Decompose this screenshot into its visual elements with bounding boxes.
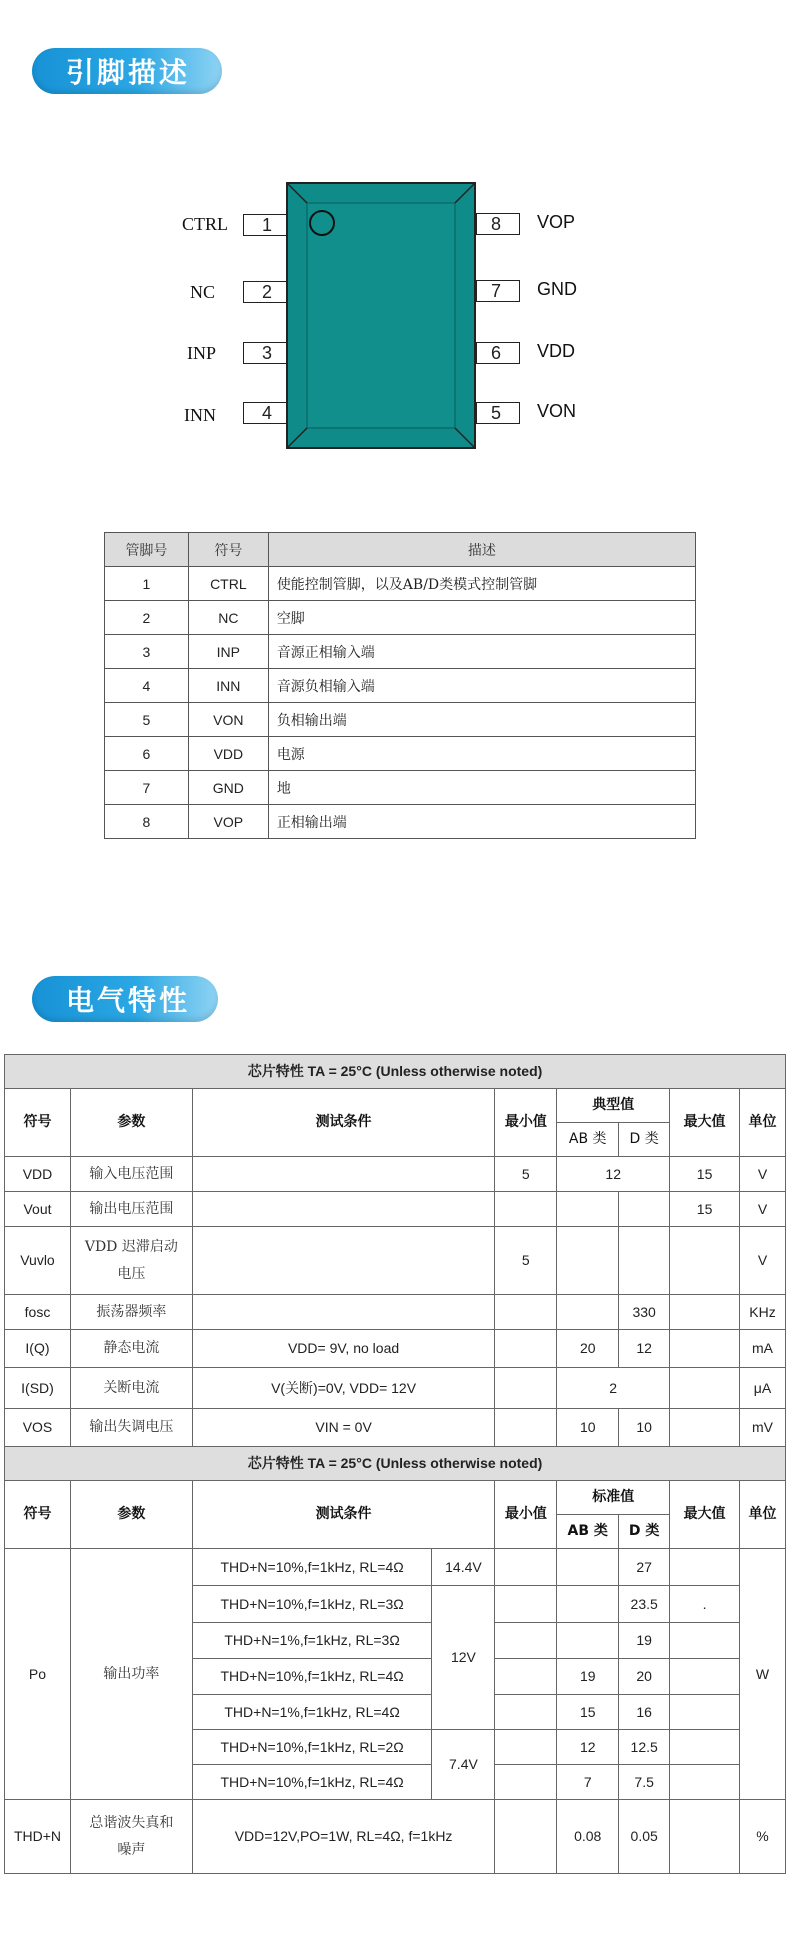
cell-min	[495, 1695, 557, 1730]
cell-unit: μA	[740, 1368, 786, 1409]
cell-min	[495, 1409, 557, 1447]
pin-label-nc: NC	[190, 282, 216, 302]
table-row	[5, 1227, 786, 1295]
cell-unit: W	[740, 1549, 786, 1800]
pin-label-inp: INP	[187, 343, 217, 363]
cell-cond	[192, 1227, 495, 1295]
pin-desc: 音源负相输入端	[268, 669, 695, 703]
pin-label-von: VON	[537, 401, 577, 421]
cell-cond: VIN = 0V	[192, 1409, 495, 1447]
pin-num: 7	[105, 771, 189, 805]
cell-unit: mA	[740, 1330, 786, 1368]
cell-unit: V	[740, 1227, 786, 1295]
cell-cond: VDD= 9V, no load	[192, 1330, 495, 1368]
cell-cond: THD+N=10%,f=1kHz, RL=4Ω	[192, 1659, 432, 1695]
header-condition: 测试条件	[192, 1089, 495, 1157]
pin-label-vop: VOP	[537, 212, 576, 232]
cell-max	[670, 1368, 740, 1409]
pin-number-3: 3	[243, 342, 287, 364]
pin-num: 2	[105, 601, 189, 635]
pin-label-inn: INN	[184, 405, 216, 425]
cell-unit: mV	[740, 1409, 786, 1447]
cell-max	[670, 1295, 740, 1330]
cell-sym: VOS	[5, 1409, 71, 1447]
pin-sym: GND	[188, 771, 268, 805]
section-header-electrical	[32, 976, 218, 1022]
cell-ab	[557, 1227, 619, 1295]
cell-param: 总谐波失真和噪声	[70, 1800, 192, 1874]
header-max: 最大值	[670, 1089, 740, 1157]
cell-voltage: 14.4V	[432, 1549, 495, 1586]
cell-typ: 12	[557, 1157, 670, 1192]
table-title: 芯片特性 TA = 25°C (Unless otherwise noted)	[5, 1055, 786, 1089]
section-title: 引脚描述	[66, 56, 191, 89]
pin-num: 8	[105, 805, 189, 839]
cell-min	[495, 1549, 557, 1586]
cell-max	[670, 1409, 740, 1447]
pin-sym: INP	[188, 635, 268, 669]
cell-typ: 2	[557, 1368, 670, 1409]
table-row	[5, 1295, 786, 1330]
cell-max	[670, 1659, 740, 1695]
cell-d: 330	[619, 1295, 670, 1330]
pin-desc: 电源	[268, 737, 695, 771]
table-title-row	[5, 1055, 786, 1089]
cell-max	[670, 1695, 740, 1730]
cell-min	[495, 1368, 557, 1409]
header-pin-number: 管脚号	[105, 533, 189, 567]
pin-desc: 地	[268, 771, 695, 805]
cell-ab: 12	[557, 1730, 619, 1765]
table-header-row	[5, 1481, 786, 1515]
cell-ab: 19	[557, 1659, 619, 1695]
cell-unit: V	[740, 1192, 786, 1227]
table-header-row	[5, 1089, 786, 1123]
pin-label-ctrl: CTRL	[182, 214, 229, 234]
table-row	[105, 703, 696, 737]
table-row	[105, 601, 696, 635]
cell-param: 振荡器频率	[70, 1295, 192, 1330]
table-row	[105, 635, 696, 669]
header-d-class: D 类	[619, 1515, 670, 1549]
cell-max: .	[670, 1586, 740, 1623]
cell-d: 20	[619, 1659, 670, 1695]
cell-unit: KHz	[740, 1295, 786, 1330]
cell-max	[670, 1730, 740, 1765]
table-row	[5, 1409, 786, 1447]
pin-sym: NC	[188, 601, 268, 635]
table-title-row	[5, 1447, 786, 1481]
cell-min	[495, 1623, 557, 1659]
header-condition: 测试条件	[192, 1481, 495, 1549]
cell-d	[619, 1227, 670, 1295]
header-parameter: 参数	[70, 1481, 192, 1549]
header-unit: 单位	[740, 1089, 786, 1157]
cell-cond: THD+N=10%,f=1kHz, RL=3Ω	[192, 1586, 432, 1623]
cell-max	[670, 1623, 740, 1659]
cell-cond: THD+N=10%,f=1kHz, RL=2Ω	[192, 1730, 432, 1765]
header-ab-class: AB 类	[557, 1123, 619, 1157]
cell-sym: I(Q)	[5, 1330, 71, 1368]
pin-num: 6	[105, 737, 189, 771]
pin-label-gnd: GND	[537, 279, 577, 299]
cell-sym: THD+N	[5, 1800, 71, 1874]
cell-cond	[192, 1295, 495, 1330]
cell-sym: Vout	[5, 1192, 71, 1227]
cell-min	[495, 1659, 557, 1695]
cell-d: 0.05	[619, 1800, 670, 1874]
cell-min	[495, 1295, 557, 1330]
pin-number-8: 8	[476, 213, 520, 235]
cell-d	[619, 1192, 670, 1227]
cell-min: 5	[495, 1157, 557, 1192]
pin-desc: 空脚	[268, 601, 695, 635]
cell-sym: Po	[5, 1549, 71, 1800]
header-unit: 单位	[740, 1481, 786, 1549]
cell-d: 27	[619, 1549, 670, 1586]
cell-max	[670, 1549, 740, 1586]
cell-min	[495, 1192, 557, 1227]
pin-sym: CTRL	[188, 567, 268, 601]
cell-max: 15	[670, 1192, 740, 1227]
cell-min	[495, 1330, 557, 1368]
table-title: 芯片特性 TA = 25°C (Unless otherwise noted)	[5, 1447, 786, 1481]
cell-cond	[192, 1157, 495, 1192]
header-typical: 典型值	[557, 1089, 670, 1123]
pin-description-table	[104, 532, 696, 839]
cell-ab	[557, 1623, 619, 1659]
cell-max	[670, 1765, 740, 1800]
cell-voltage: 12V	[432, 1586, 495, 1730]
pin-number-4: 4	[243, 402, 287, 424]
cell-ab	[557, 1549, 619, 1586]
cell-d: 10	[619, 1409, 670, 1447]
header-d-class: D 类	[619, 1123, 670, 1157]
table-row	[5, 1192, 786, 1227]
pin-desc: 负相输出端	[268, 703, 695, 737]
cell-sym: I(SD)	[5, 1368, 71, 1409]
cell-ab	[557, 1295, 619, 1330]
cell-param: VDD 迟滞启动电压	[70, 1227, 192, 1295]
table-row	[105, 567, 696, 601]
header-parameter: 参数	[70, 1089, 192, 1157]
cell-sym: VDD	[5, 1157, 71, 1192]
pin-sym: VOP	[188, 805, 268, 839]
cell-unit: %	[740, 1800, 786, 1874]
cell-max	[670, 1330, 740, 1368]
cell-d: 12	[619, 1330, 670, 1368]
cell-unit: V	[740, 1157, 786, 1192]
cell-param: 关断电流	[70, 1368, 192, 1409]
chip-diagram	[0, 0, 790, 500]
header-symbol: 符号	[5, 1481, 71, 1549]
cell-ab: 20	[557, 1330, 619, 1368]
pin-desc: 音源正相输入端	[268, 635, 695, 669]
pin-number-1: 1	[243, 214, 287, 236]
cell-d: 16	[619, 1695, 670, 1730]
header-standard: 标准值	[557, 1481, 670, 1515]
cell-param: 输入电压范围	[70, 1157, 192, 1192]
header-ab-class: AB 类	[557, 1515, 619, 1549]
table-row	[105, 737, 696, 771]
cell-voltage: 7.4V	[432, 1730, 495, 1800]
cell-cond: THD+N=10%,f=1kHz, RL=4Ω	[192, 1765, 432, 1800]
pin-label-vdd: VDD	[537, 341, 576, 361]
table-header-row	[105, 533, 696, 567]
header-min: 最小值	[495, 1481, 557, 1549]
cell-ab: 7	[557, 1765, 619, 1800]
chip-package-icon	[0, 0, 790, 500]
cell-min	[495, 1800, 557, 1874]
cell-sym: Vuvlo	[5, 1227, 71, 1295]
pin-number-2: 2	[243, 281, 287, 303]
cell-max	[670, 1800, 740, 1874]
cell-min	[495, 1730, 557, 1765]
section-title: 电气特性	[66, 984, 191, 1017]
table-row	[105, 669, 696, 703]
table-row	[5, 1368, 786, 1409]
cell-max	[670, 1227, 740, 1295]
pin-num: 1	[105, 567, 189, 601]
pin-sym: VDD	[188, 737, 268, 771]
cell-ab	[557, 1192, 619, 1227]
cell-cond: THD+N=10%,f=1kHz, RL=4Ω	[192, 1549, 432, 1586]
cell-param: 输出功率	[70, 1549, 192, 1800]
cell-cond: THD+N=1%,f=1kHz, RL=3Ω	[192, 1623, 432, 1659]
cell-max: 15	[670, 1157, 740, 1192]
cell-cond	[192, 1192, 495, 1227]
pin-sym: VON	[188, 703, 268, 737]
pin-num: 4	[105, 669, 189, 703]
cell-d: 23.5	[619, 1586, 670, 1623]
cell-min	[495, 1586, 557, 1623]
cell-d: 19	[619, 1623, 670, 1659]
cell-ab: 0.08	[557, 1800, 619, 1874]
electrical-characteristics-table	[4, 1054, 786, 1874]
table-row	[5, 1157, 786, 1192]
cell-d: 12.5	[619, 1730, 670, 1765]
cell-d: 7.5	[619, 1765, 670, 1800]
pin-desc: 正相输出端	[268, 805, 695, 839]
cell-param: 静态电流	[70, 1330, 192, 1368]
cell-ab: 10	[557, 1409, 619, 1447]
cell-cond: VDD=12V,PO=1W, RL=4Ω, f=1kHz	[192, 1800, 495, 1874]
table-row	[105, 771, 696, 805]
cell-cond: V(关断)=0V, VDD= 12V	[192, 1368, 495, 1409]
pin-number-7: 7	[476, 280, 520, 302]
cell-param: 输出失调电压	[70, 1409, 192, 1447]
table-row	[5, 1330, 786, 1368]
cell-min	[495, 1765, 557, 1800]
cell-ab: 15	[557, 1695, 619, 1730]
pin-num: 3	[105, 635, 189, 669]
table-row	[5, 1800, 786, 1874]
cell-sym: fosc	[5, 1295, 71, 1330]
pin-desc: 使能控制管脚，以及AB/D类模式控制管脚	[268, 567, 695, 601]
header-max: 最大值	[670, 1481, 740, 1549]
cell-ab	[557, 1586, 619, 1623]
header-symbol: 符号	[188, 533, 268, 567]
cell-min: 5	[495, 1227, 557, 1295]
table-row	[5, 1549, 786, 1586]
header-min: 最小值	[495, 1089, 557, 1157]
table-row	[105, 805, 696, 839]
pin-number-5: 5	[476, 402, 520, 424]
pin-sym: INN	[188, 669, 268, 703]
header-symbol: 符号	[5, 1089, 71, 1157]
pin-number-6: 6	[476, 342, 520, 364]
pin-num: 5	[105, 703, 189, 737]
cell-param: 输出电压范围	[70, 1192, 192, 1227]
cell-cond: THD+N=1%,f=1kHz, RL=4Ω	[192, 1695, 432, 1730]
header-description: 描述	[268, 533, 695, 567]
